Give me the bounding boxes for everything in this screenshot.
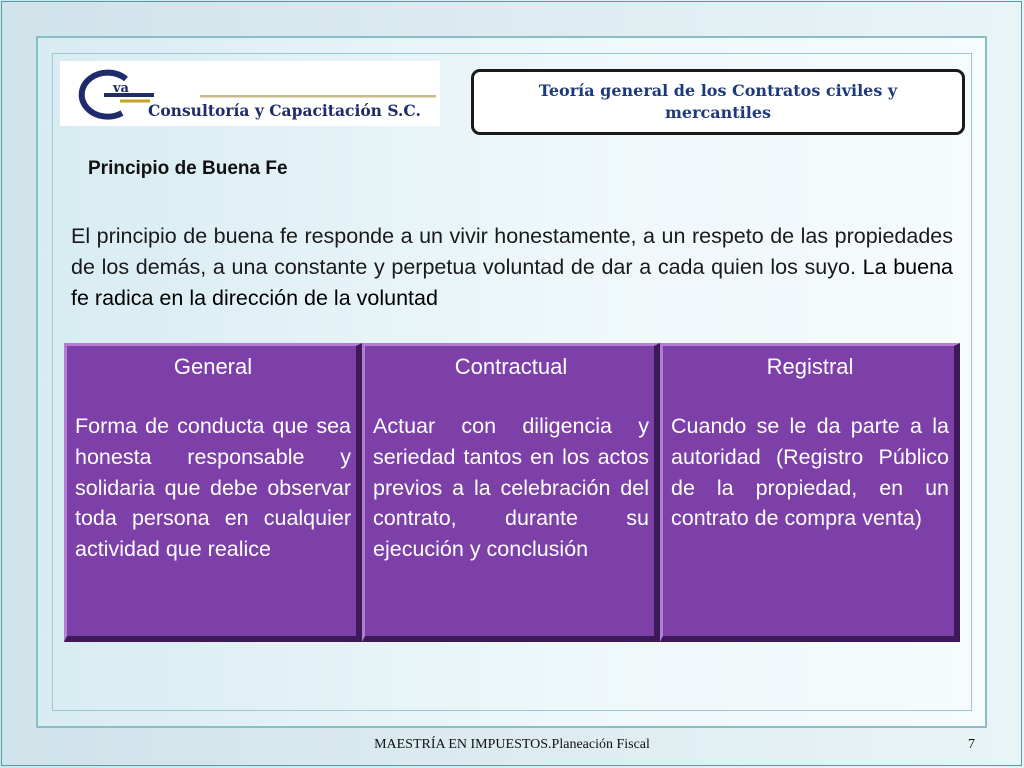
card-general [64, 343, 362, 642]
footer-text: MAESTRÍA EN IMPUESTOS.Planeación Fiscal [374, 737, 650, 752]
card-title: Contractual [454, 354, 568, 379]
header-title-box [471, 69, 965, 135]
page-number: 7 [968, 737, 975, 752]
logo-gold-rule [200, 95, 436, 99]
card-registral [660, 343, 960, 642]
section-title: Principio de Buena Fe [88, 158, 288, 179]
intro-paragraph [71, 221, 953, 314]
intro-highlight: La buena fe radica en la dirección de la voluntad [71, 255, 953, 310]
card-body: Forma de conducta que sea honesta responsable y solidaria que debe observar toda persona en cualquier actividad que realice [75, 414, 351, 562]
logo-mark-text: va [113, 81, 129, 96]
card-contractual [362, 343, 660, 642]
gva-logo-icon [64, 65, 154, 123]
card-title: General [173, 354, 253, 379]
intro-text: El principio de buena fe responde a un vivir honestamente, a un respeto de las propiedades de los demás, a una constante y perpetua voluntad de dar a cada quien los suyo. [71, 224, 953, 279]
principle-cards [64, 343, 960, 642]
company-logo [60, 61, 440, 126]
card-body: Actuar con diligencia y seriedad tantos en los actos previos a la celebración del contrato, durante su ejecución y conclusión [373, 414, 649, 562]
company-name: Consultoría y Capacitación S.C. [148, 101, 421, 120]
card-title: Registral [766, 354, 854, 379]
card-body: Cuando se le da parte a la autoridad (Registro Público de la propiedad, en un contrato de compra venta) [671, 414, 949, 531]
header-title: Teoría general de los Contratos civiles y mercantiles [538, 81, 898, 122]
